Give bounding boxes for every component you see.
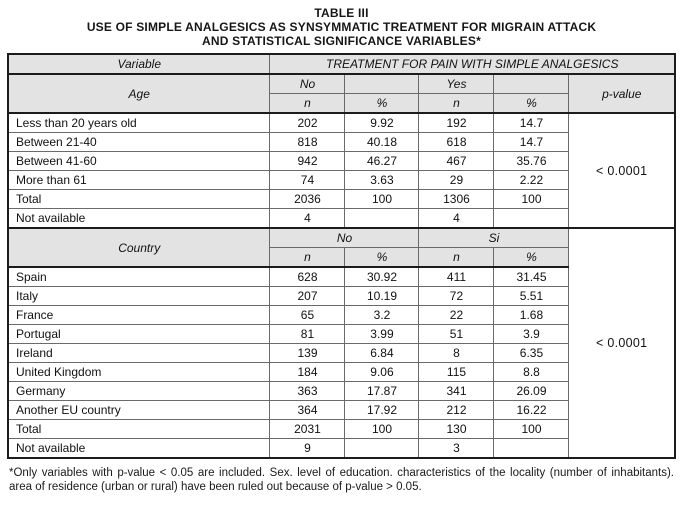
yes-n-cell: 411: [419, 267, 494, 287]
no-n-cell: 363: [270, 382, 345, 401]
country-no-header-cell: No: [270, 228, 419, 248]
country-section-label: Country: [8, 228, 270, 267]
no-pct-cell: 3.99: [345, 325, 419, 344]
yes-n-cell: 4: [419, 209, 494, 229]
no-pct-cell: 3.2: [345, 306, 419, 325]
row-label: France: [8, 306, 270, 325]
no-n-cell: 9: [270, 439, 345, 459]
table-footnote: *Only variables with p-value < 0.05 are included. Sex. level of education. characteristics of the locality (number of inhabitants). area of residence (urban or rural) have been ruled out because of p-value > 0.05.: [9, 467, 674, 493]
row-label: More than 61: [8, 171, 270, 190]
row-label: Between 41-60: [8, 152, 270, 171]
row-label: Total: [8, 190, 270, 209]
no-pct-cell: 17.92: [345, 401, 419, 420]
yes-pct-cell: 26.09: [494, 382, 569, 401]
yes-n-cell: 192: [419, 113, 494, 133]
age-section-label: Age: [8, 74, 270, 113]
yes-pct-cell: 8.8: [494, 363, 569, 382]
row-label: Spain: [8, 267, 270, 287]
no-n-cell: 2036: [270, 190, 345, 209]
yes-n-cell: 3: [419, 439, 494, 459]
no-n-cell: 364: [270, 401, 345, 420]
age-no-header-cell: No: [270, 74, 345, 94]
no-pct-cell: 100: [345, 190, 419, 209]
age-yes-header-cell: Yes: [419, 74, 494, 94]
no-n-cell: 74: [270, 171, 345, 190]
row-label: Italy: [8, 287, 270, 306]
table-title-line3: AND STATISTICAL SIGNIFICANCE VARIABLES*: [202, 34, 481, 48]
no-pct-cell: 40.18: [345, 133, 419, 152]
yes-pct-cell: 35.76: [494, 152, 569, 171]
no-pct-cell: 46.27: [345, 152, 419, 171]
yes-n-cell: 22: [419, 306, 494, 325]
no-n-cell: 628: [270, 267, 345, 287]
yes-pct-cell: 3.9: [494, 325, 569, 344]
p-value-header-cell: p-value: [569, 74, 675, 113]
no-n-cell: 818: [270, 133, 345, 152]
yes-pct-cell: 100: [494, 420, 569, 439]
yes-n-cell: 130: [419, 420, 494, 439]
country-group-header-row: [8, 228, 675, 248]
age-no-n-header: n: [270, 94, 345, 114]
variable-header-cell: Variable: [8, 54, 270, 74]
yes-pct-cell: 31.45: [494, 267, 569, 287]
no-pct-cell: 100: [345, 420, 419, 439]
yes-pct-cell: 5.51: [494, 287, 569, 306]
yes-pct-cell: 2.22: [494, 171, 569, 190]
age-yes-n-header: n: [419, 94, 494, 114]
no-pct-cell: 3.63: [345, 171, 419, 190]
yes-n-cell: 51: [419, 325, 494, 344]
age-group-header-row: [8, 74, 675, 94]
row-label: Between 21-40: [8, 133, 270, 152]
yes-pct-cell: 100: [494, 190, 569, 209]
header-row-main: [8, 54, 675, 74]
row-label: Not available: [8, 209, 270, 229]
yes-n-cell: 72: [419, 287, 494, 306]
statistics-table: [7, 53, 676, 459]
no-n-cell: 184: [270, 363, 345, 382]
row-label: United Kingdom: [8, 363, 270, 382]
no-pct-cell: [345, 209, 419, 229]
row-label: Not available: [8, 439, 270, 459]
country-si-header-cell: Si: [419, 228, 569, 248]
no-pct-cell: 9.06: [345, 363, 419, 382]
empty-header-cell: [345, 74, 419, 94]
no-n-cell: 4: [270, 209, 345, 229]
no-pct-cell: [345, 439, 419, 459]
empty-header-cell: [494, 74, 569, 94]
no-n-cell: 942: [270, 152, 345, 171]
yes-pct-cell: 6.35: [494, 344, 569, 363]
yes-n-cell: 467: [419, 152, 494, 171]
row-label: Another EU country: [8, 401, 270, 420]
no-pct-cell: 9.92: [345, 113, 419, 133]
yes-n-cell: 29: [419, 171, 494, 190]
age-p-value-cell: < 0.0001: [569, 113, 675, 228]
yes-n-cell: 618: [419, 133, 494, 152]
country-no-n-header: n: [270, 248, 345, 268]
yes-n-cell: 212: [419, 401, 494, 420]
no-pct-cell: 17.87: [345, 382, 419, 401]
no-n-cell: 202: [270, 113, 345, 133]
yes-n-cell: 115: [419, 363, 494, 382]
row-label: Ireland: [8, 344, 270, 363]
yes-n-cell: 1306: [419, 190, 494, 209]
no-pct-cell: 6.84: [345, 344, 419, 363]
no-n-cell: 65: [270, 306, 345, 325]
no-n-cell: 207: [270, 287, 345, 306]
treatment-header-cell: TREATMENT FOR PAIN WITH SIMPLE ANALGESICS: [270, 54, 675, 74]
yes-pct-cell: [494, 209, 569, 229]
no-pct-cell: 10.19: [345, 287, 419, 306]
age-yes-pct-header: %: [494, 94, 569, 114]
row-label: Less than 20 years old: [8, 113, 270, 133]
row-label: Germany: [8, 382, 270, 401]
no-n-cell: 2031: [270, 420, 345, 439]
no-n-cell: 81: [270, 325, 345, 344]
yes-pct-cell: [494, 439, 569, 459]
table-title-line2: USE OF SIMPLE ANALGESICS AS SYNSYMMATIC TREATMENT FOR MIGRAIN ATTACK: [86, 20, 597, 34]
table-number: TABLE III: [314, 6, 369, 20]
yes-n-cell: 8: [419, 344, 494, 363]
row-label: Total: [8, 420, 270, 439]
yes-pct-cell: 1.68: [494, 306, 569, 325]
row-label: Portugal: [8, 325, 270, 344]
yes-pct-cell: 14.7: [494, 133, 569, 152]
country-si-n-header: n: [419, 248, 494, 268]
age-no-pct-header: %: [345, 94, 419, 114]
yes-n-cell: 341: [419, 382, 494, 401]
yes-pct-cell: 14.7: [494, 113, 569, 133]
country-p-value-cell: < 0.0001: [569, 228, 675, 458]
table-row: [8, 113, 675, 133]
table-title: [0, 0, 683, 48]
no-pct-cell: 30.92: [345, 267, 419, 287]
country-no-pct-header: %: [345, 248, 419, 268]
yes-pct-cell: 16.22: [494, 401, 569, 420]
no-n-cell: 139: [270, 344, 345, 363]
country-si-pct-header: %: [494, 248, 569, 268]
